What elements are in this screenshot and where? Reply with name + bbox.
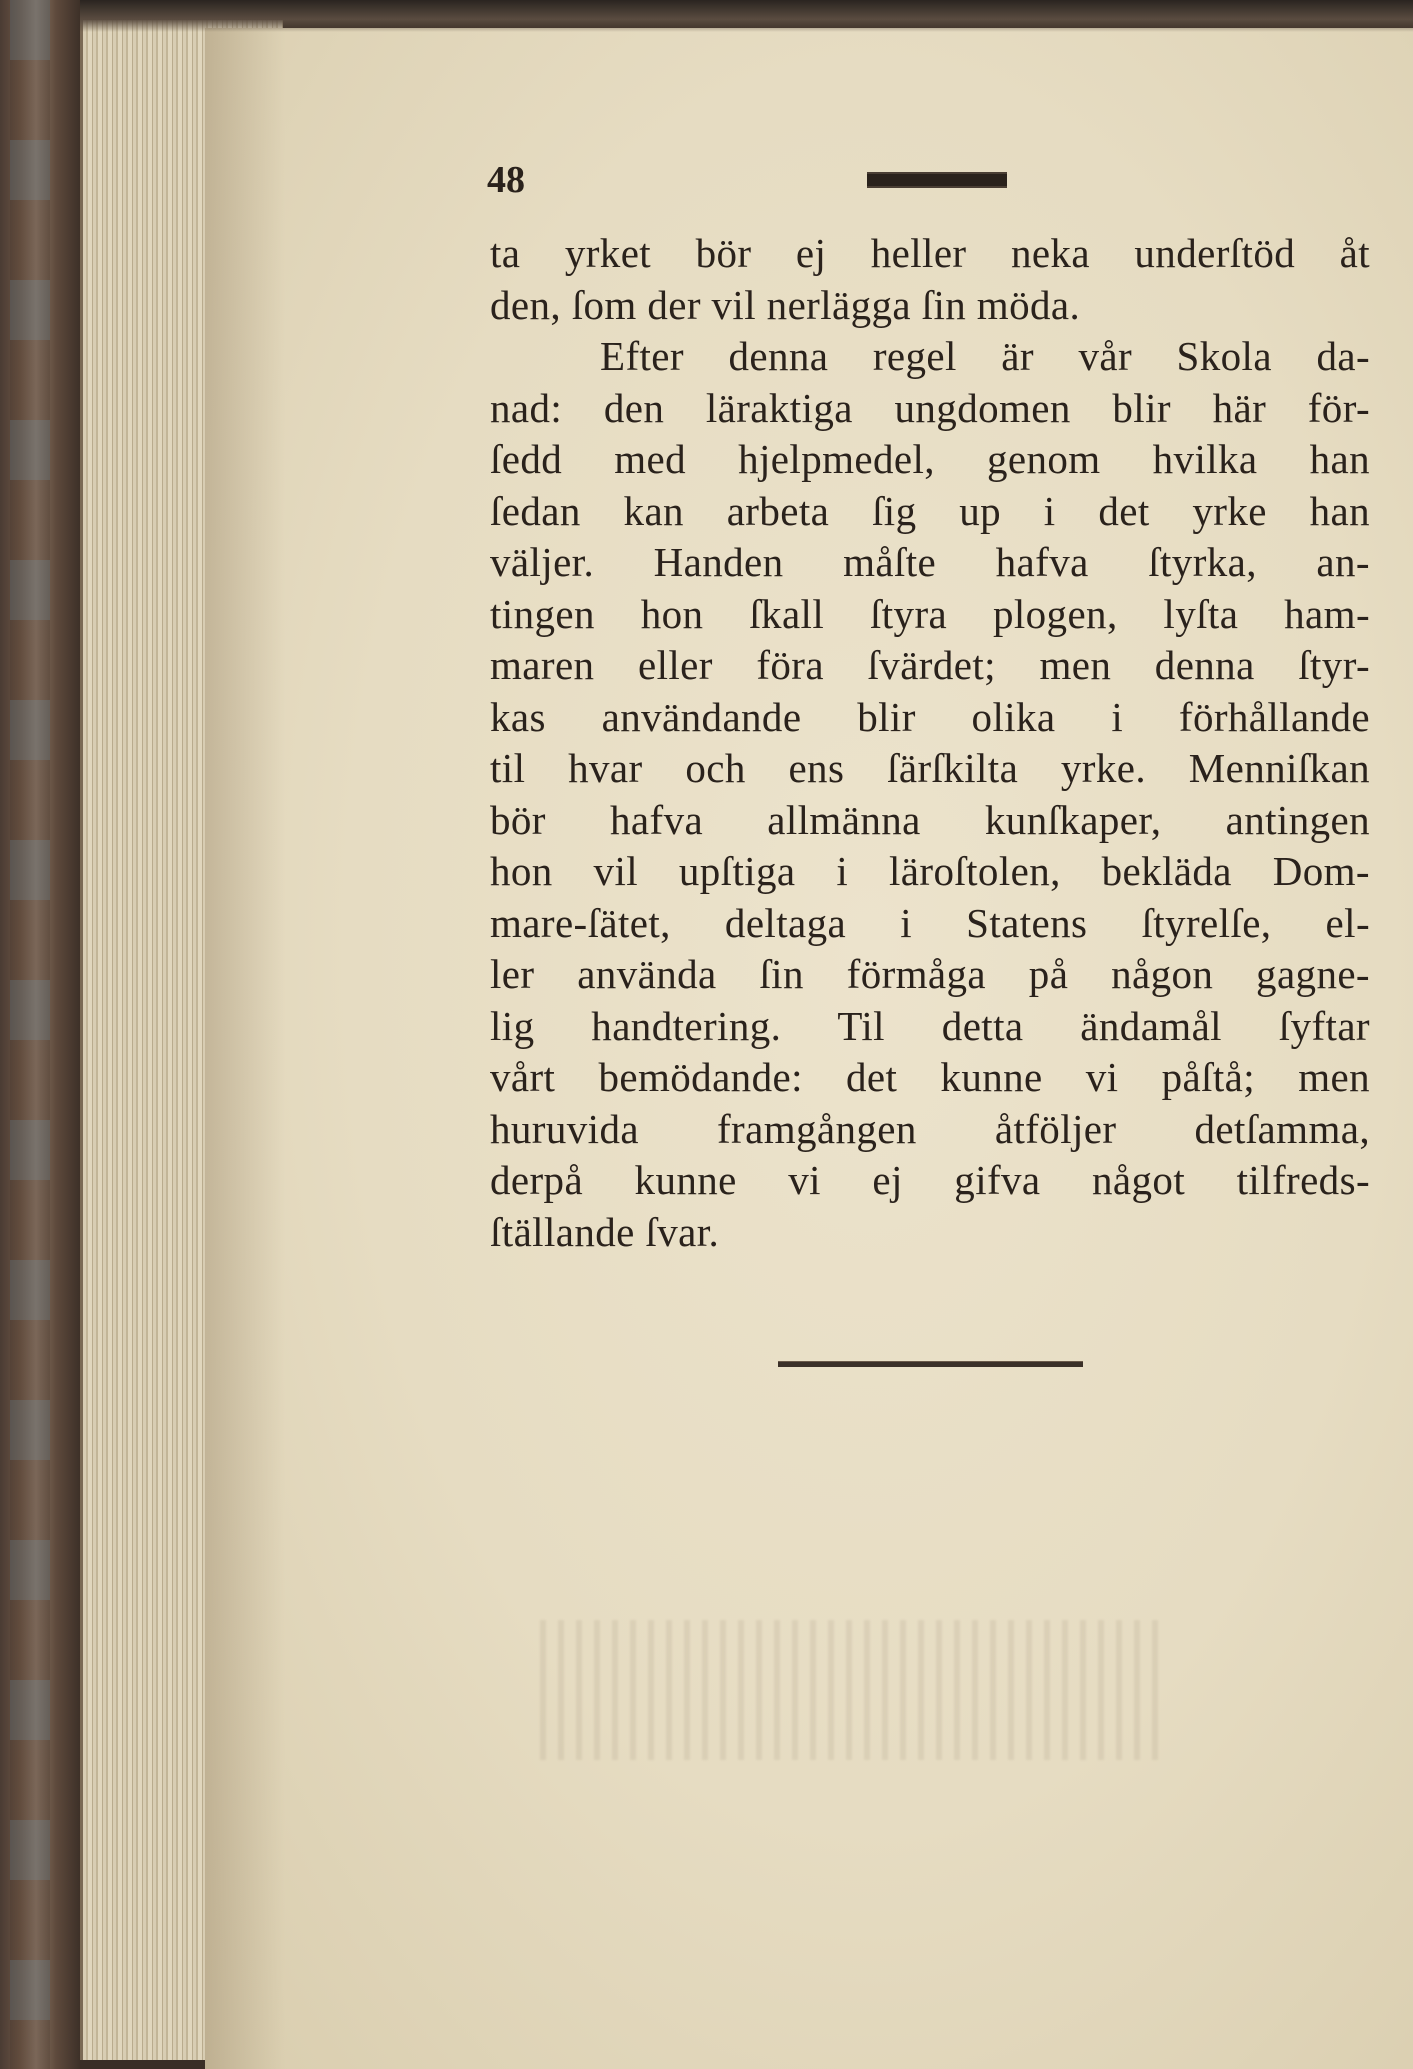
text-line: kas användande blir olika i förhållande xyxy=(490,693,1370,740)
tail-rule xyxy=(778,1361,1083,1367)
text-line: lig handtering. Til detta ändamål ſyftar xyxy=(490,1002,1370,1049)
text-line: ſedd med hjelpmedel, genom hvilka han xyxy=(490,436,1370,482)
text-line: derpå kunne vi ej gifva något tilfreds- xyxy=(490,1157,1370,1203)
bleed-through xyxy=(540,1620,1160,1760)
text-line: ſedan kan arbeta ſig up i det yrke han xyxy=(490,487,1370,534)
body-text xyxy=(490,228,1370,1258)
text-line: hon vil upſtiga i läroſtolen, bekläda Dom- xyxy=(490,848,1370,894)
text-line: ler använda ſin förmåga på någon gagne- xyxy=(490,951,1370,997)
text-line: bör hafva allmänna kunſkaper, antingen xyxy=(490,796,1370,843)
text-line: vårt bemödande: det kunne vi påſtå; men xyxy=(490,1054,1370,1100)
text-line: väljer. Handen måſte hafva ſtyrka, an- xyxy=(490,539,1370,585)
text-line: nad: den läraktiga ungdomen blir här för- xyxy=(490,384,1370,431)
text-line: Efter denna regel är vår Skola da- xyxy=(600,333,1370,379)
page-number: 48 xyxy=(487,159,525,201)
top-shadow xyxy=(80,0,1413,32)
header-rule xyxy=(867,172,1007,188)
text-line: ta yrket bör ej heller neka underſtöd åt xyxy=(490,230,1370,276)
text-line: til hvar och ens ſärſkilta yrke. Menniſkan xyxy=(490,745,1370,791)
text-line: tingen hon ſkall ſtyra plogen, lyſta ham- xyxy=(490,590,1370,637)
text-line: mare-ſätet, deltaga i Statens ſtyrelſe, el- xyxy=(490,899,1370,946)
text-line: huruvida framgången åtföljer detſamma, xyxy=(490,1105,1370,1152)
text-line: maren eller föra ſvärdet; men denna ſtyr- xyxy=(490,642,1370,688)
text-line: ſtällande ſvar. xyxy=(490,1208,720,1255)
text-line: den, ſom der vil nerlägga ſin möda. xyxy=(490,281,1081,328)
book-binding xyxy=(0,0,80,2069)
